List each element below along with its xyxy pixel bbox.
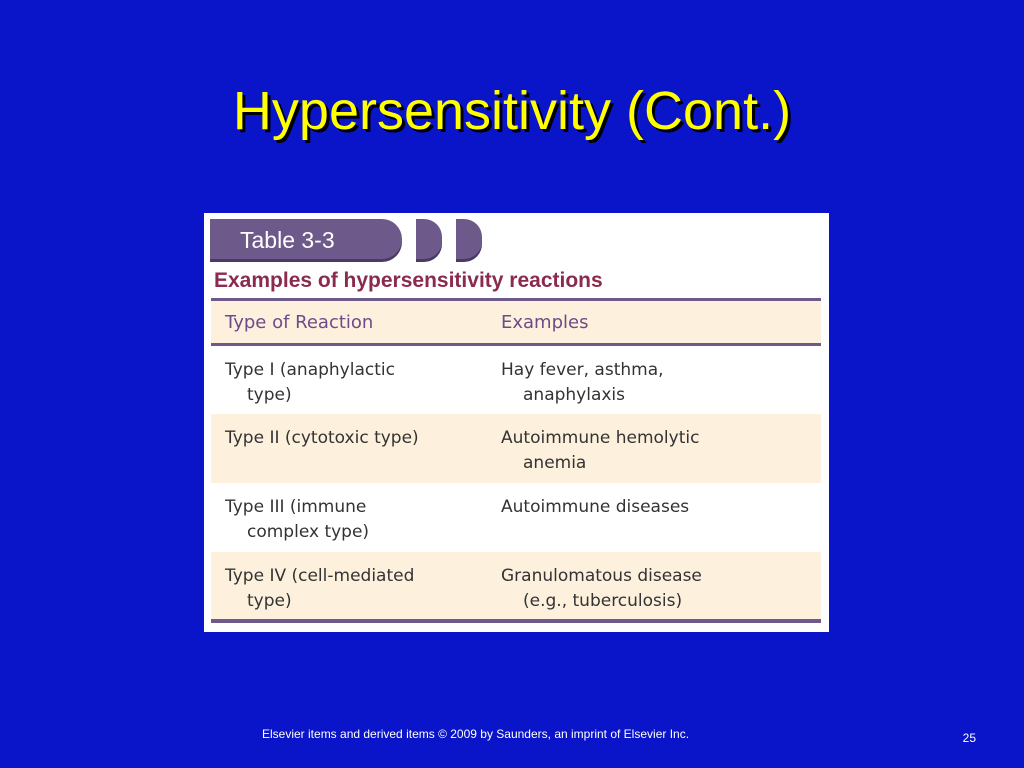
examples-cell — [487, 414, 821, 483]
reaction-type-cell — [211, 552, 487, 621]
examples-cell — [487, 552, 821, 621]
example-line: Autoimmune hemolytic — [501, 427, 700, 448]
examples-cell — [487, 345, 821, 414]
reaction-type-line: Type III (immune — [225, 496, 367, 517]
table-header-row — [211, 300, 821, 345]
table-figure — [204, 213, 829, 632]
reaction-type-line: Type I (anaphylactic — [225, 360, 395, 380]
example-line: anaphylaxis — [523, 385, 626, 405]
example-line: Granulomatous disease — [501, 565, 702, 586]
reaction-type-line: Type II (cytotoxic type) — [225, 427, 419, 448]
table-row — [211, 414, 821, 483]
table-caption: Examples of hypersensitivity reactions — [214, 269, 603, 292]
header-type-of-reaction: Type of Reaction — [225, 311, 374, 333]
reaction-type-line: type) — [247, 385, 292, 405]
table-row — [211, 483, 821, 552]
table-row — [211, 345, 821, 414]
reaction-type-line: Type IV (cell-mediated — [225, 565, 415, 586]
table-row — [211, 552, 821, 621]
example-line: Hay fever, asthma, — [501, 360, 664, 380]
reaction-type-cell — [211, 345, 487, 414]
reaction-type-cell — [211, 414, 487, 483]
reaction-type-cell — [211, 483, 487, 552]
tab-decoration — [456, 219, 482, 259]
example-line: anemia — [523, 452, 587, 473]
page-number: 25 — [962, 731, 976, 745]
hypersensitivity-table — [211, 298, 821, 623]
table-number-tab — [210, 219, 402, 259]
example-line: (e.g., tuberculosis) — [523, 590, 683, 611]
slide-title: Hypersensitivity (Cont.) — [232, 81, 792, 141]
examples-cell — [487, 483, 821, 552]
reaction-type-line: complex type) — [247, 521, 370, 542]
reaction-type-line: type) — [247, 590, 292, 611]
example-line: Autoimmune diseases — [501, 496, 690, 517]
header-examples: Examples — [501, 311, 589, 333]
copyright-footer: Elsevier items and derived items © 2009 by Saunders, an imprint of Elsevier Inc. — [262, 727, 690, 741]
table-tab-strip — [210, 219, 510, 263]
table-number-label: Table 3-3 — [240, 227, 335, 253]
tab-decoration — [416, 219, 442, 259]
